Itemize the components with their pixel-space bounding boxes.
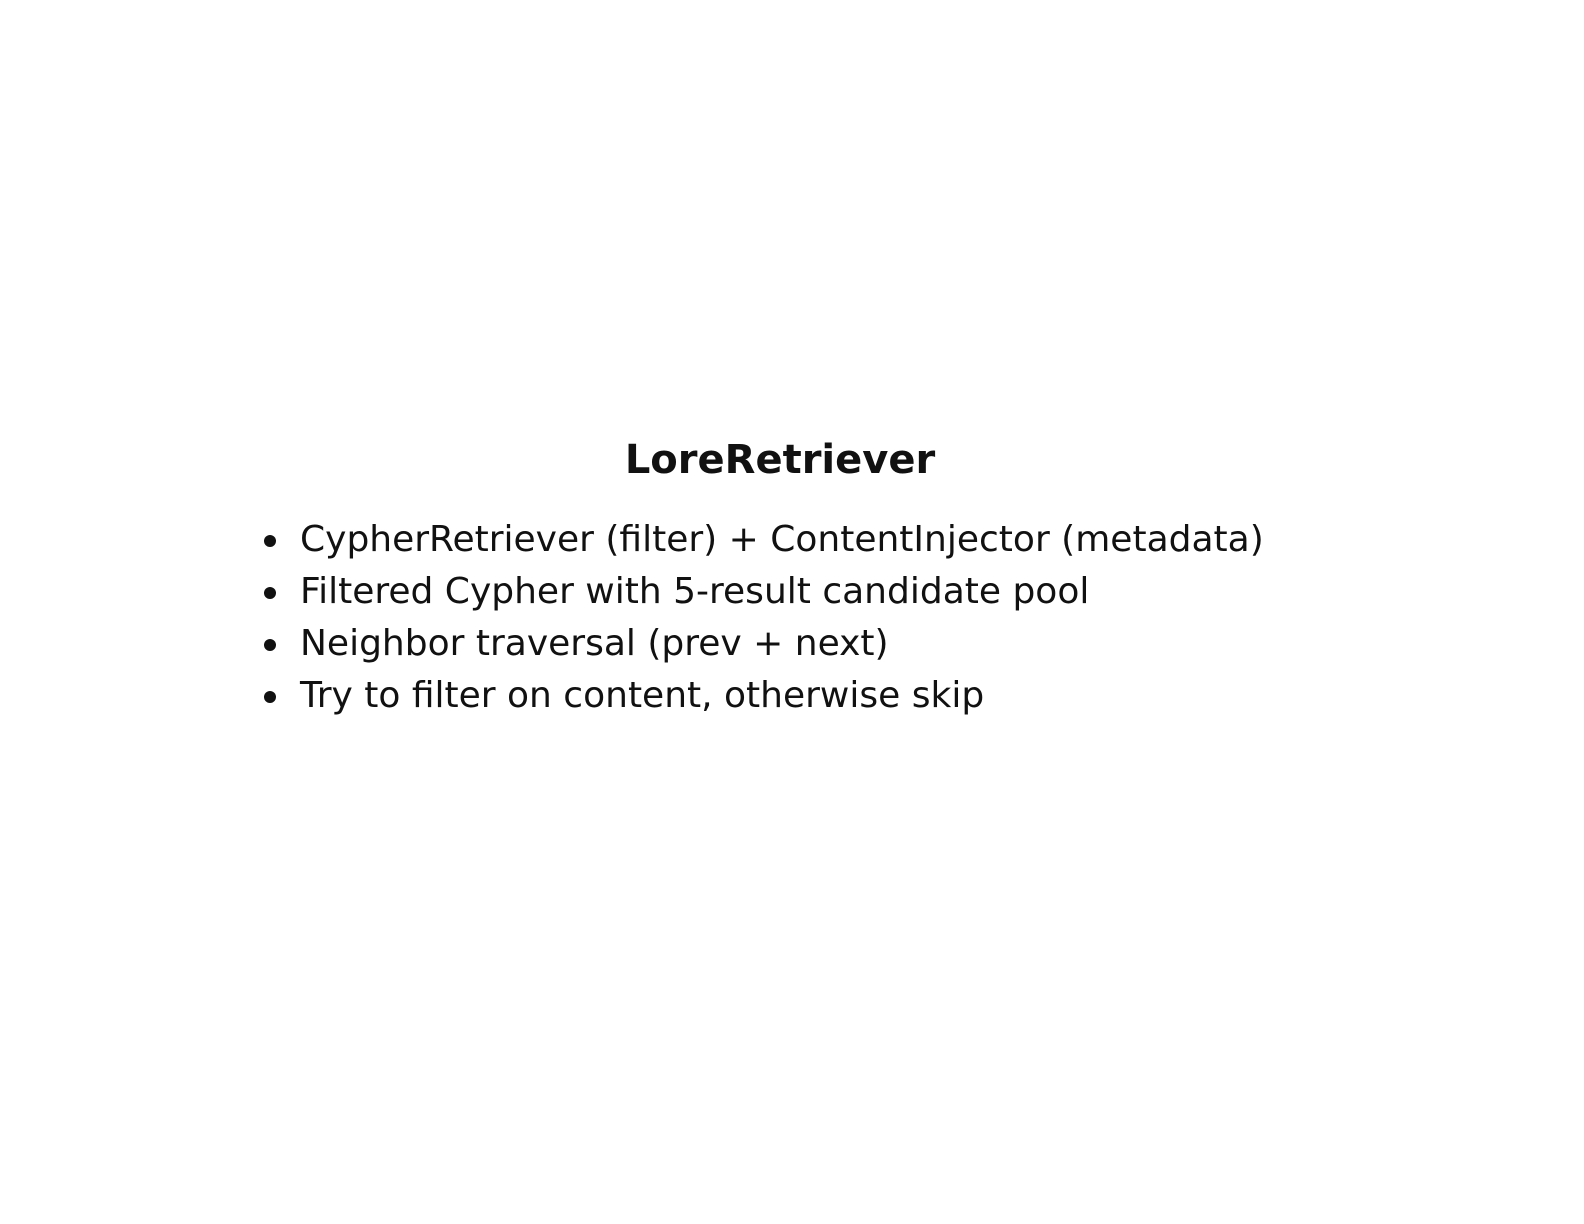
bullet-item (264, 618, 1264, 670)
bullet-text: CypherRetriever (filter) + ContentInjector (metadata) (300, 519, 1264, 560)
bullet-dot-icon (264, 535, 276, 547)
bullet-list (264, 514, 1264, 722)
bullet-text: Filtered Cypher with 5-result candidate pool (300, 571, 1090, 612)
bullet-dot-icon (264, 691, 276, 703)
bullet-item (264, 566, 1264, 618)
slide-title: LoreRetriever (624, 437, 936, 483)
bullet-dot-icon (264, 639, 276, 651)
bullet-text: Neighbor traversal (prev + next) (300, 623, 889, 664)
bullet-item (264, 670, 1264, 722)
bullet-item (264, 514, 1264, 566)
bullet-dot-icon (264, 587, 276, 599)
bullet-text: Try to filter on content, otherwise skip (300, 675, 985, 716)
